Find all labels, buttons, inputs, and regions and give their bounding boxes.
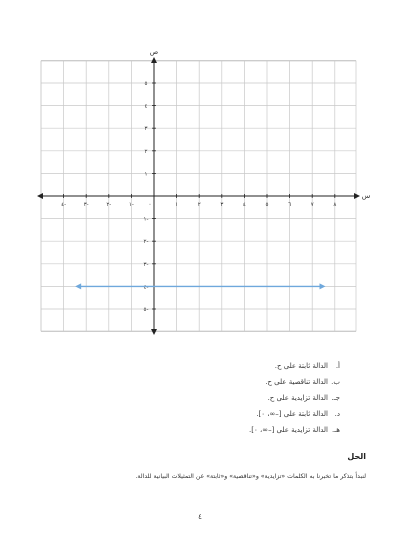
- option-text: الدالة تناقصية على ح.: [265, 378, 328, 386]
- x-tick-label: ٣: [220, 202, 224, 208]
- x-axis-arrow-left: [37, 193, 43, 199]
- x-tick-label: ٨: [333, 202, 337, 208]
- y-tick-label: ٣: [144, 126, 148, 133]
- y-tick-label: ٢-: [143, 239, 149, 246]
- answer-option[interactable]: [268, 394, 340, 402]
- option-letter: أ.: [335, 362, 340, 370]
- plot-line: [75, 283, 325, 289]
- x-tick-label: ٧: [310, 202, 314, 208]
- x-tick-label: ٣-: [83, 202, 89, 208]
- origin-label: ٠: [148, 201, 152, 208]
- y-tick-label: ٢: [144, 148, 148, 155]
- y-tick-label: ٣-: [143, 261, 149, 268]
- x-tick-label: ١: [175, 202, 179, 208]
- x-tick-label: ٤: [242, 202, 246, 208]
- option-letter: جـ.: [331, 394, 340, 402]
- x-tick-label: ١-: [128, 202, 134, 208]
- answer-option[interactable]: [275, 362, 340, 370]
- line-arrow-right: [320, 283, 326, 289]
- solution-text: لنبدأ بتذكر ما تخبرنا به الكلمات «تزايدية» و«تناقصية» و«ثابتة» عن التمثيلات البيانية للدالة.: [135, 473, 366, 480]
- option-letter: د.: [334, 410, 340, 418]
- y-axis-label: ص: [149, 48, 159, 56]
- option-text: الدالة تزايدية على [–∞، ٠].: [249, 426, 328, 434]
- line-arrow-left: [75, 283, 81, 289]
- y-tick-label: ١-: [143, 216, 149, 223]
- option-letter: هـ.: [332, 426, 340, 434]
- option-text: الدالة تزايدية على ح.: [267, 394, 328, 402]
- x-tick-label: ٥: [265, 202, 269, 208]
- x-axis-label: س: [361, 192, 371, 200]
- y-axis-arrow-down: [151, 329, 157, 335]
- answer-option[interactable]: [249, 426, 340, 434]
- y-tick-label: ٥: [144, 81, 148, 87]
- axes: [37, 57, 360, 335]
- y-tick-label: ٤-: [143, 284, 149, 291]
- option-letter: ب.: [331, 378, 340, 386]
- answer-option[interactable]: [265, 378, 340, 386]
- option-text: الدالة ثابتة على ح.: [274, 362, 328, 370]
- option-text: الدالة ثابتة على [–∞، ٠].: [256, 410, 328, 418]
- y-tick-label: ٥-: [143, 307, 149, 313]
- x-tick-label: ٢-: [106, 202, 112, 208]
- x-tick-label: ٢: [197, 202, 201, 208]
- y-tick-label: ١: [144, 171, 148, 178]
- solution-heading: الحل: [347, 452, 366, 461]
- x-tick-label: ٤-: [61, 202, 67, 208]
- x-tick-label: ٦: [288, 202, 292, 208]
- y-axis-arrow-up: [151, 57, 157, 63]
- x-axis-arrow-right: [354, 193, 360, 199]
- page-number: ٤: [198, 513, 202, 521]
- y-tick-label: ٤: [144, 103, 148, 110]
- answer-option[interactable]: [256, 410, 340, 418]
- tick-labels: [61, 48, 370, 313]
